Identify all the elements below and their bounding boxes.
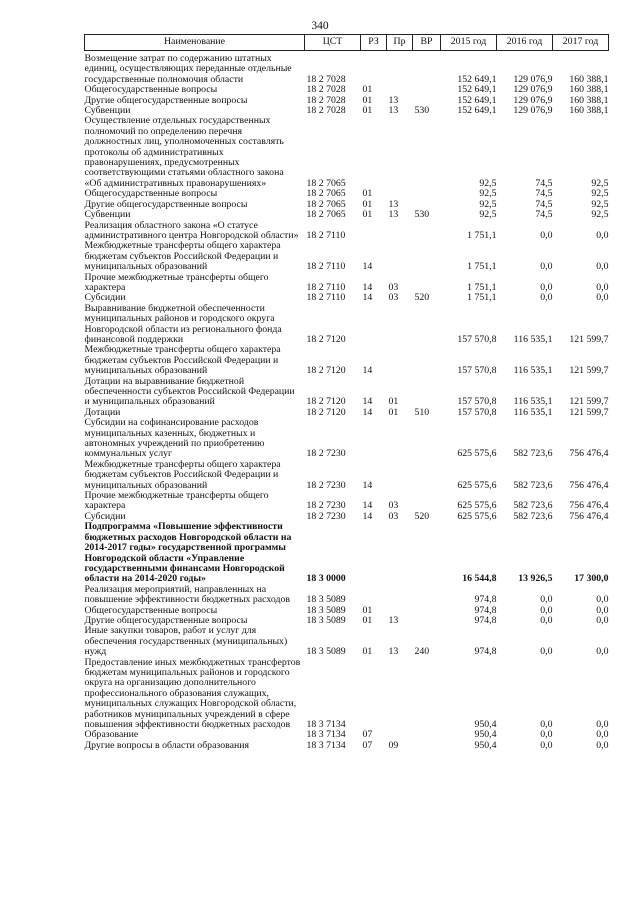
row-2017: 92,5	[591, 177, 609, 189]
row-2016: 13 926,5	[518, 573, 553, 585]
row-name: Субсидии	[84, 292, 126, 304]
table-row	[85, 241, 609, 272]
row-pr: 13	[388, 646, 399, 658]
row-vr	[413, 241, 441, 272]
row-2016: 0,0	[540, 281, 553, 293]
row-rz: 01	[362, 614, 373, 626]
row-vr: 240	[414, 646, 430, 658]
row-cst: 18 3 0000	[306, 573, 346, 585]
row-2017: 0,0	[596, 594, 609, 606]
row-cst: 18 2 7120	[306, 396, 346, 408]
row-rz: 01	[362, 188, 373, 200]
row-2016: 0,0	[540, 261, 553, 273]
row-2015: 157 570,8	[457, 333, 497, 345]
row-2016: 0,0	[540, 614, 553, 626]
row-rz	[361, 522, 387, 584]
row-2015: 157 570,8	[457, 406, 497, 418]
row-2017: 92,5	[591, 198, 609, 210]
row-2017: 92,5	[591, 188, 609, 200]
table-row	[85, 658, 609, 731]
row-rz: 01	[362, 646, 373, 658]
header-2016: 2016 год	[497, 35, 553, 51]
row-pr: 01	[388, 406, 399, 418]
row-pr: 03	[388, 510, 399, 522]
row-2016: 0,0	[540, 594, 553, 606]
table-row	[85, 418, 609, 460]
row-2016: 129 076,9	[513, 94, 553, 106]
row-2016: 74,5	[535, 209, 553, 221]
row-rz: 01	[362, 84, 373, 96]
row-cst: 18 2 7110	[306, 261, 346, 273]
header-name: Наименование	[85, 35, 305, 51]
row-2015: 974,8	[474, 614, 497, 626]
row-2015: 157 570,8	[457, 365, 497, 377]
row-2016: 582 723,6	[513, 448, 553, 460]
row-name: Субвенции	[84, 105, 131, 117]
row-2017: 0,0	[596, 604, 609, 616]
row-pr	[387, 585, 413, 606]
row-pr: 13	[388, 198, 399, 210]
row-cst: 18 2 7110	[306, 281, 346, 293]
row-rz: 14	[362, 396, 373, 408]
row-2017: 92,5	[591, 209, 609, 221]
row-pr	[387, 460, 413, 491]
row-name: Общегосударственные вопросы	[84, 84, 218, 96]
row-vr	[413, 377, 441, 408]
row-cst: 18 2 7120	[306, 365, 346, 377]
row-rz: 07	[362, 729, 373, 741]
row-cst: 18 3 5089	[306, 604, 346, 616]
row-name: Реализация областного закона «О статусе административного центра Новгородской области»	[84, 219, 299, 241]
budget-table	[84, 34, 609, 751]
row-2017: 160 388,1	[569, 94, 609, 106]
row-cst: 18 2 7065	[306, 209, 346, 221]
row-name: Другие общегосударственные вопросы	[84, 614, 248, 626]
row-2015: 1 751,1	[467, 229, 497, 241]
table-row	[85, 522, 609, 584]
row-name: Дотации на выравнивание бюджетной обеспеченности субъектов Российской Федерации и муниципальных образований	[84, 375, 295, 408]
row-2017: 0,0	[596, 739, 609, 751]
row-vr	[413, 606, 441, 616]
row-pr: 01	[388, 396, 399, 408]
row-vr	[413, 345, 441, 376]
row-vr	[413, 585, 441, 606]
row-rz: 07	[362, 739, 373, 751]
row-2017: 0,0	[596, 292, 609, 304]
row-vr	[413, 658, 441, 731]
row-2016: 116 535,1	[513, 333, 553, 345]
row-vr	[413, 460, 441, 491]
row-2016: 116 535,1	[513, 396, 553, 408]
table-row	[85, 54, 609, 85]
row-vr: 520	[414, 510, 430, 522]
row-vr	[413, 304, 441, 346]
row-cst: 18 2 7120	[306, 406, 346, 418]
row-cst: 18 2 7028	[306, 94, 346, 106]
row-name: Другие общегосударственные вопросы	[84, 94, 248, 106]
row-pr: 09	[388, 739, 399, 751]
row-rz: 14	[362, 281, 373, 293]
table-row	[85, 210, 609, 220]
row-name: Образование	[84, 729, 139, 741]
row-rz	[361, 221, 387, 242]
row-2016: 129 076,9	[513, 73, 553, 85]
row-cst: 18 3 5089	[306, 594, 346, 606]
row-2017: 0,0	[596, 261, 609, 273]
row-2017: 121 599,7	[569, 396, 609, 408]
row-name: Субвенции	[84, 209, 131, 221]
row-rz: 01	[362, 94, 373, 106]
row-name: Другие вопросы в области образования	[84, 739, 249, 751]
row-2015: 625 575,6	[457, 448, 497, 460]
header-pr: Пр	[387, 35, 413, 51]
row-2016: 129 076,9	[513, 84, 553, 96]
row-rz: 14	[362, 479, 373, 491]
row-2017: 17 300,0	[574, 573, 609, 585]
table-row	[85, 345, 609, 376]
row-vr	[413, 116, 441, 189]
row-2015: 974,8	[474, 604, 497, 616]
row-2017: 160 388,1	[569, 84, 609, 96]
row-cst: 18 2 7065	[306, 188, 346, 200]
row-pr	[387, 418, 413, 460]
row-2016: 582 723,6	[513, 500, 553, 512]
row-vr: 530	[414, 105, 430, 117]
row-2015: 152 649,1	[457, 84, 497, 96]
row-2015: 974,8	[474, 646, 497, 658]
row-2016: 0,0	[540, 739, 553, 751]
row-name: Возмещение затрат по содержанию штатных единиц, осуществляющих переданные отдельные государственные полномочия области	[84, 53, 292, 85]
table-row	[85, 585, 609, 606]
row-pr	[387, 116, 413, 189]
row-cst: 18 3 5089	[306, 646, 346, 658]
row-rz	[361, 418, 387, 460]
row-pr	[387, 658, 413, 731]
row-2015: 157 570,8	[457, 396, 497, 408]
row-name: Другие общегосударственные вопросы	[84, 198, 248, 210]
table-header-row	[85, 35, 609, 51]
row-2017: 756 476,4	[569, 479, 609, 491]
row-rz: 14	[362, 406, 373, 418]
row-2016: 0,0	[540, 719, 553, 730]
row-rz	[361, 116, 387, 189]
row-2015: 625 575,6	[457, 500, 497, 512]
row-2016: 129 076,9	[513, 105, 553, 117]
table-row	[85, 377, 609, 408]
row-cst: 18 2 7028	[306, 84, 346, 96]
row-pr: 13	[388, 614, 399, 626]
row-name: Иные закупки товаров, работ и услуг для обеспечения государственных (муниципальных) нужд	[84, 625, 288, 658]
row-2015: 92,5	[479, 198, 497, 210]
row-pr: 13	[388, 209, 399, 221]
row-name: Реализация мероприятий, направленных на повышение эффективности бюджетных расходов	[84, 583, 290, 606]
row-rz: 01	[362, 105, 373, 117]
row-2017: 0,0	[596, 614, 609, 626]
row-2015: 625 575,6	[457, 510, 497, 522]
row-vr	[413, 491, 441, 512]
row-rz: 01	[362, 209, 373, 221]
row-vr	[413, 54, 441, 85]
row-vr	[413, 189, 441, 199]
row-rz: 14	[362, 500, 373, 512]
row-2017: 756 476,4	[569, 448, 609, 460]
row-cst: 18 2 7028	[306, 73, 346, 85]
row-2017: 160 388,1	[569, 105, 609, 117]
row-vr	[413, 418, 441, 460]
row-cst: 18 2 7230	[306, 500, 346, 512]
row-cst: 18 2 7230	[306, 510, 346, 522]
table-row	[85, 304, 609, 346]
row-rz	[361, 54, 387, 85]
row-2015: 92,5	[479, 177, 497, 189]
row-rz: 14	[362, 292, 373, 304]
row-2015: 950,4	[474, 739, 497, 751]
row-cst: 18 3 7134	[306, 729, 346, 741]
row-vr	[413, 273, 441, 294]
row-pr	[387, 221, 413, 242]
row-2015: 1 751,1	[467, 292, 497, 304]
row-2015: 950,4	[474, 719, 497, 730]
row-pr	[387, 304, 413, 346]
row-2016: 74,5	[535, 177, 553, 189]
row-2017: 0,0	[596, 229, 609, 241]
row-rz: 01	[362, 604, 373, 616]
row-name: Общегосударственные вопросы	[84, 188, 218, 200]
row-vr	[413, 221, 441, 242]
row-name: Дотации	[84, 406, 121, 418]
row-2015: 16 544,8	[462, 573, 497, 585]
page-number: 340	[311, 20, 329, 32]
row-cst: 18 2 7110	[306, 229, 346, 241]
row-2016: 582 723,6	[513, 510, 553, 522]
row-2016: 0,0	[540, 229, 553, 241]
row-name: Подпрограмма «Повышение эффективности бюджетных расходов Новгородской области на 2014-2017 годы» государственной программы Новгородской области «Управление государственными финансами Новгородской области на 2014-2020 годы»	[84, 521, 292, 585]
table-row	[85, 460, 609, 491]
row-rz	[361, 585, 387, 606]
row-name: Субсидии на софинансирование расходов муниципальных казенных, бюджетных и автономных учреждений по приобретению коммунальных услуг	[84, 417, 265, 460]
row-2017: 756 476,4	[569, 500, 609, 512]
row-pr: 03	[388, 500, 399, 512]
row-vr	[413, 741, 441, 751]
row-2016: 0,0	[540, 646, 553, 658]
row-vr	[413, 85, 441, 95]
row-cst: 18 2 7230	[306, 448, 346, 460]
row-cst: 18 2 7230	[306, 479, 346, 491]
row-2015: 152 649,1	[457, 105, 497, 117]
table-row	[85, 221, 609, 242]
row-2017: 756 476,4	[569, 510, 609, 522]
row-2015: 625 575,6	[457, 479, 497, 491]
row-2016: 116 535,1	[513, 406, 553, 418]
table-row	[85, 273, 609, 294]
row-name: Субсидии	[84, 510, 126, 522]
row-2017: 0,0	[596, 719, 609, 730]
row-2015: 92,5	[479, 188, 497, 200]
table-row	[85, 741, 609, 751]
row-pr	[387, 54, 413, 85]
row-rz	[361, 304, 387, 346]
row-2017: 0,0	[596, 281, 609, 293]
row-2017: 0,0	[596, 729, 609, 741]
row-rz: 14	[362, 261, 373, 273]
row-name: Общегосударственные вопросы	[84, 604, 218, 616]
row-cst: 18 3 7134	[306, 719, 346, 730]
header-cst: ЦСТ	[305, 35, 361, 51]
table-row	[85, 200, 609, 210]
header-2017: 2017 год	[553, 35, 609, 51]
row-vr	[413, 616, 441, 626]
row-cst: 18 2 7065	[306, 177, 346, 189]
row-2017: 121 599,7	[569, 406, 609, 418]
row-rz: 14	[362, 365, 373, 377]
row-vr: 530	[414, 209, 430, 221]
row-2015: 950,4	[474, 729, 497, 741]
row-name: Межбюджетные трансферты общего характера бюджетам субъектов Российской Федерации и муниципальных образований	[84, 344, 281, 377]
row-rz	[361, 658, 387, 731]
header-vr: ВР	[413, 35, 441, 51]
row-name: Прочие межбюджетные трансферты общего характера	[84, 271, 269, 293]
row-2015: 152 649,1	[457, 94, 497, 106]
row-pr: 03	[388, 281, 399, 293]
row-2016: 74,5	[535, 198, 553, 210]
row-pr	[387, 241, 413, 272]
row-name: Межбюджетные трансферты общего характера бюджетам субъектов Российской Федерации и муниципальных образований	[84, 458, 281, 491]
row-name: Выравнивание бюджетной обеспеченности муниципальных районов и городского округа Новгородской области из регионального фонда финансовой поддержки	[84, 302, 282, 345]
row-vr: 510	[414, 406, 430, 418]
row-2015: 92,5	[479, 209, 497, 221]
row-name: Предоставление иных межбюджетных трансфертов бюджетам муниципальных районов и городского округа на организацию дополнительного профессионального образования служащих, муниципальных служащих Новгородской области, работников муниципальных учреждений в сфере повышения эффективности бюджетных расходов	[84, 656, 301, 730]
row-vr	[413, 522, 441, 584]
row-vr: 520	[414, 292, 430, 304]
row-name: Межбюджетные трансферты общего характера бюджетам субъектов Российской Федерации и муниципальных образований	[84, 240, 281, 273]
row-2017: 160 388,1	[569, 73, 609, 85]
row-2015: 974,8	[474, 594, 497, 606]
row-cst: 18 2 7065	[306, 198, 346, 210]
row-name: Прочие межбюджетные трансферты общего характера	[84, 490, 269, 512]
row-pr: 13	[388, 105, 399, 117]
row-2015: 1 751,1	[467, 281, 497, 293]
row-2015: 152 649,1	[457, 73, 497, 85]
row-cst: 18 2 7120	[306, 333, 346, 345]
row-2016: 582 723,6	[513, 479, 553, 491]
header-rz: РЗ	[361, 35, 387, 51]
row-cst: 18 2 7028	[306, 105, 346, 117]
row-2017: 0,0	[596, 646, 609, 658]
row-cst: 18 2 7110	[306, 292, 346, 304]
header-2015: 2015 год	[441, 35, 497, 51]
row-2016: 0,0	[540, 729, 553, 741]
row-2017: 121 599,7	[569, 333, 609, 345]
row-2016: 0,0	[540, 604, 553, 616]
row-2016: 74,5	[535, 188, 553, 200]
row-cst: 18 3 5089	[306, 614, 346, 626]
row-vr	[413, 730, 441, 740]
row-2017: 121 599,7	[569, 365, 609, 377]
row-pr	[387, 522, 413, 584]
row-rz: 01	[362, 198, 373, 210]
table-row	[85, 491, 609, 512]
row-name: Осуществление отдельных государственных полномочий по определению перечня должностных лиц, уполномоченных составлять протоколы об административных правонарушениях, предусмотренных соответствующими статьями областного закона «Об административных правонарушениях»	[84, 115, 284, 189]
row-2015: 1 751,1	[467, 261, 497, 273]
table-row	[85, 626, 609, 657]
row-pr: 03	[388, 292, 399, 304]
row-pr: 13	[388, 94, 399, 106]
row-pr	[387, 345, 413, 376]
table-row	[85, 116, 609, 189]
row-2016: 0,0	[540, 292, 553, 304]
row-2016: 116 535,1	[513, 365, 553, 377]
row-cst: 18 3 7134	[306, 739, 346, 751]
row-rz: 14	[362, 510, 373, 522]
